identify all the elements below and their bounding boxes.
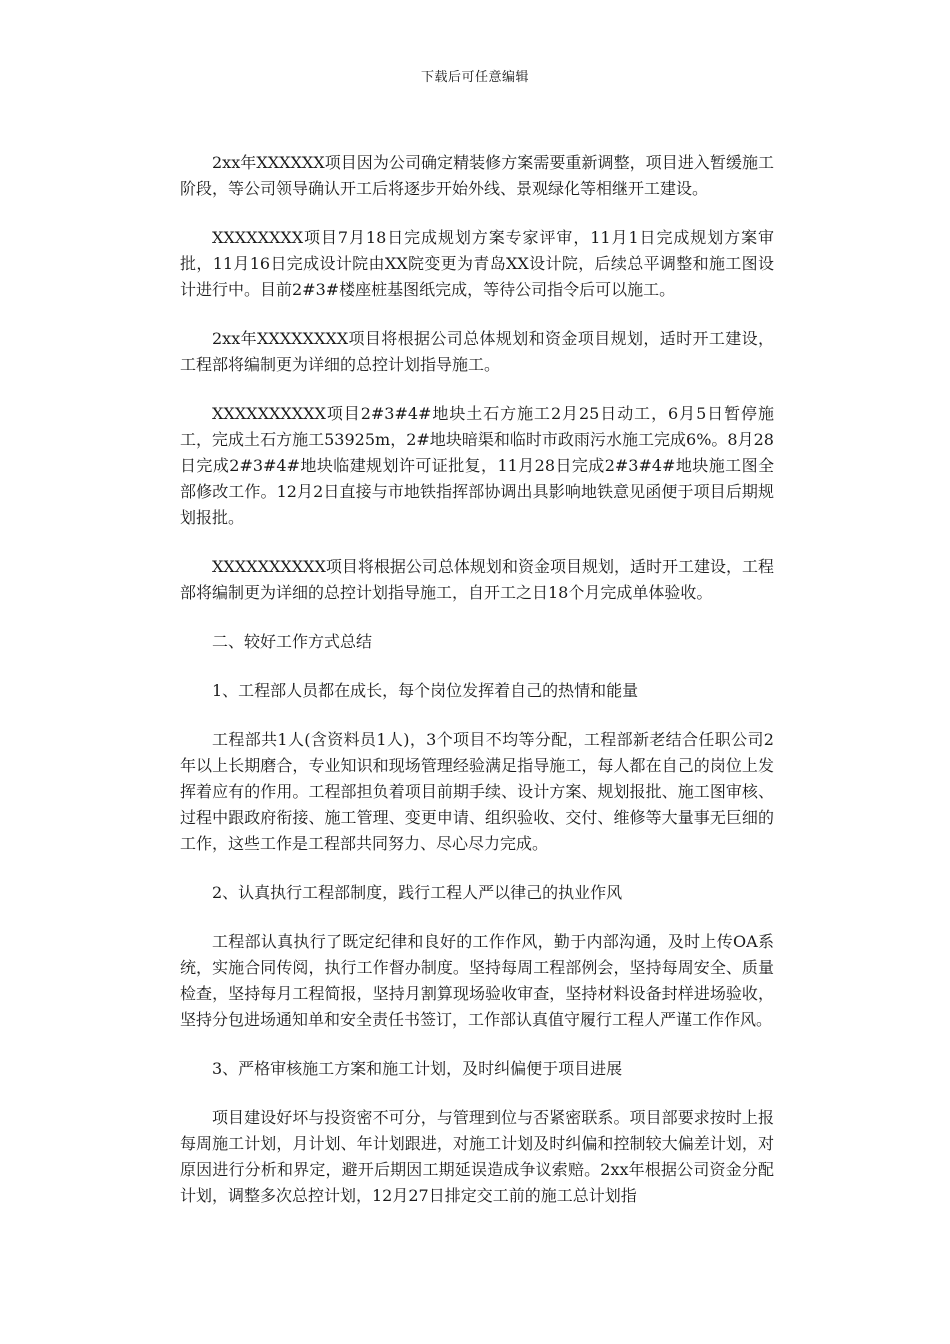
paragraph-department-rules: 工程部认真执行了既定纪律和良好的工作作风，勤于内部沟通，及时上传OA系统，实施合同传阅，执行工作督办制度。坚持每周工程部例会，坚持每周安全、质量检查，坚持每月工程简报，坚持月割算现场验收审查，坚持材料设备封样进场验收，坚持分包进场通知单和安全责任书签订，工作部认真值守履行工程人严谨工作作风。: [180, 932, 774, 1029]
paragraph-staff-growth: 工程部共1人(含资料员1人)，3个项目不均等分配，工程部新老结合任职公司2年以上长期磨合，专业知识和现场管理经验满足指导施工，每人都在自己的岗位上发挥着应有的作用。工程部担负着项目前期手续、设计方案、规划报批、施工图审核、过程中跟政府衔接、施工管理、变更申请、组织验收、交付、维修等大量事无巨细的工作，这些工作是工程部共同努力、尽心尽力完成。: [180, 730, 774, 853]
paragraph-xxxxxxxx-project-planning: XXXXXXXX项目7月18日完成规划方案专家评审，11月1日完成规划方案审批，11月16日完成设计院由XX院变更为青岛XX设计院，后续总平调整和施工图设计进行中。目前2#3#楼座桩基图纸完成，等待公司指令后可以施工。: [180, 228, 774, 299]
paragraph-xxxxxx-project-status: 2xx年XXXXXX项目因为公司确定精装修方案需要重新调整，项目进入暂缓施工阶段，等公司领导确认开工后将逐步开始外线、景观绿化等相继开工建设。: [180, 153, 774, 198]
page-header: 下载后可任意编辑: [420, 70, 529, 85]
paragraph-xxxxxxxxxx-project-next-year: XXXXXXXXXX项目将根据公司总体规划和资金项目规划，适时开工建设，工程部将编制更为详细的总控计划指导施工，自开工之日18个月完成单体验收。: [180, 557, 774, 602]
paragraph-plan-review: 项目建设好坏与投资密不可分，与管理到位与否紧密联系。项目部要求按时上报每周施工计划，月计划、年计划跟进，对施工计划及时纠偏和控制较大偏差计划，对原因进行分析和界定，避开后期因工期延误造成争议索赔。2xx年根据公司资金分配计划，调整多次总控计划，12月27日排定交工前的施工总计划指: [180, 1108, 774, 1205]
subheading-department-rules: 2、认真执行工程部制度，践行工程人严以律己的执业作风: [212, 883, 623, 902]
document-body: [180, 150, 774, 1232]
paragraph-xxxxxxxx-project-next-year: 2xx年XXXXXXXX项目将根据公司总体规划和资金项目规划，适时开工建设，工程部将编制更为详细的总控计划指导施工。: [180, 329, 774, 374]
subheading-plan-review: 3、严格审核施工方案和施工计划，及时纠偏便于项目进展: [212, 1059, 623, 1078]
subheading-staff-growth: 1、工程部人员都在成长，每个岗位发挥着自己的热情和能量: [212, 681, 639, 700]
section-heading-work-summary: 二、较好工作方式总结: [212, 632, 373, 651]
paragraph-xxxxxxxxxx-project-earthwork: XXXXXXXXXX项目2#3#4#地块土石方施工2月25日动工，6月5日暂停施工，完成土石方施工53925m，2#地块暗渠和临时市政雨污水施工完成6%。8月28日完成2#3#4#地块临建规划许可证批复，11月28日完成2#3#4#地块施工图全部修改工作。12月2日直接与市地铁指挥部协调出具影响地铁意见函便于项目后期规划报批。: [180, 404, 774, 527]
